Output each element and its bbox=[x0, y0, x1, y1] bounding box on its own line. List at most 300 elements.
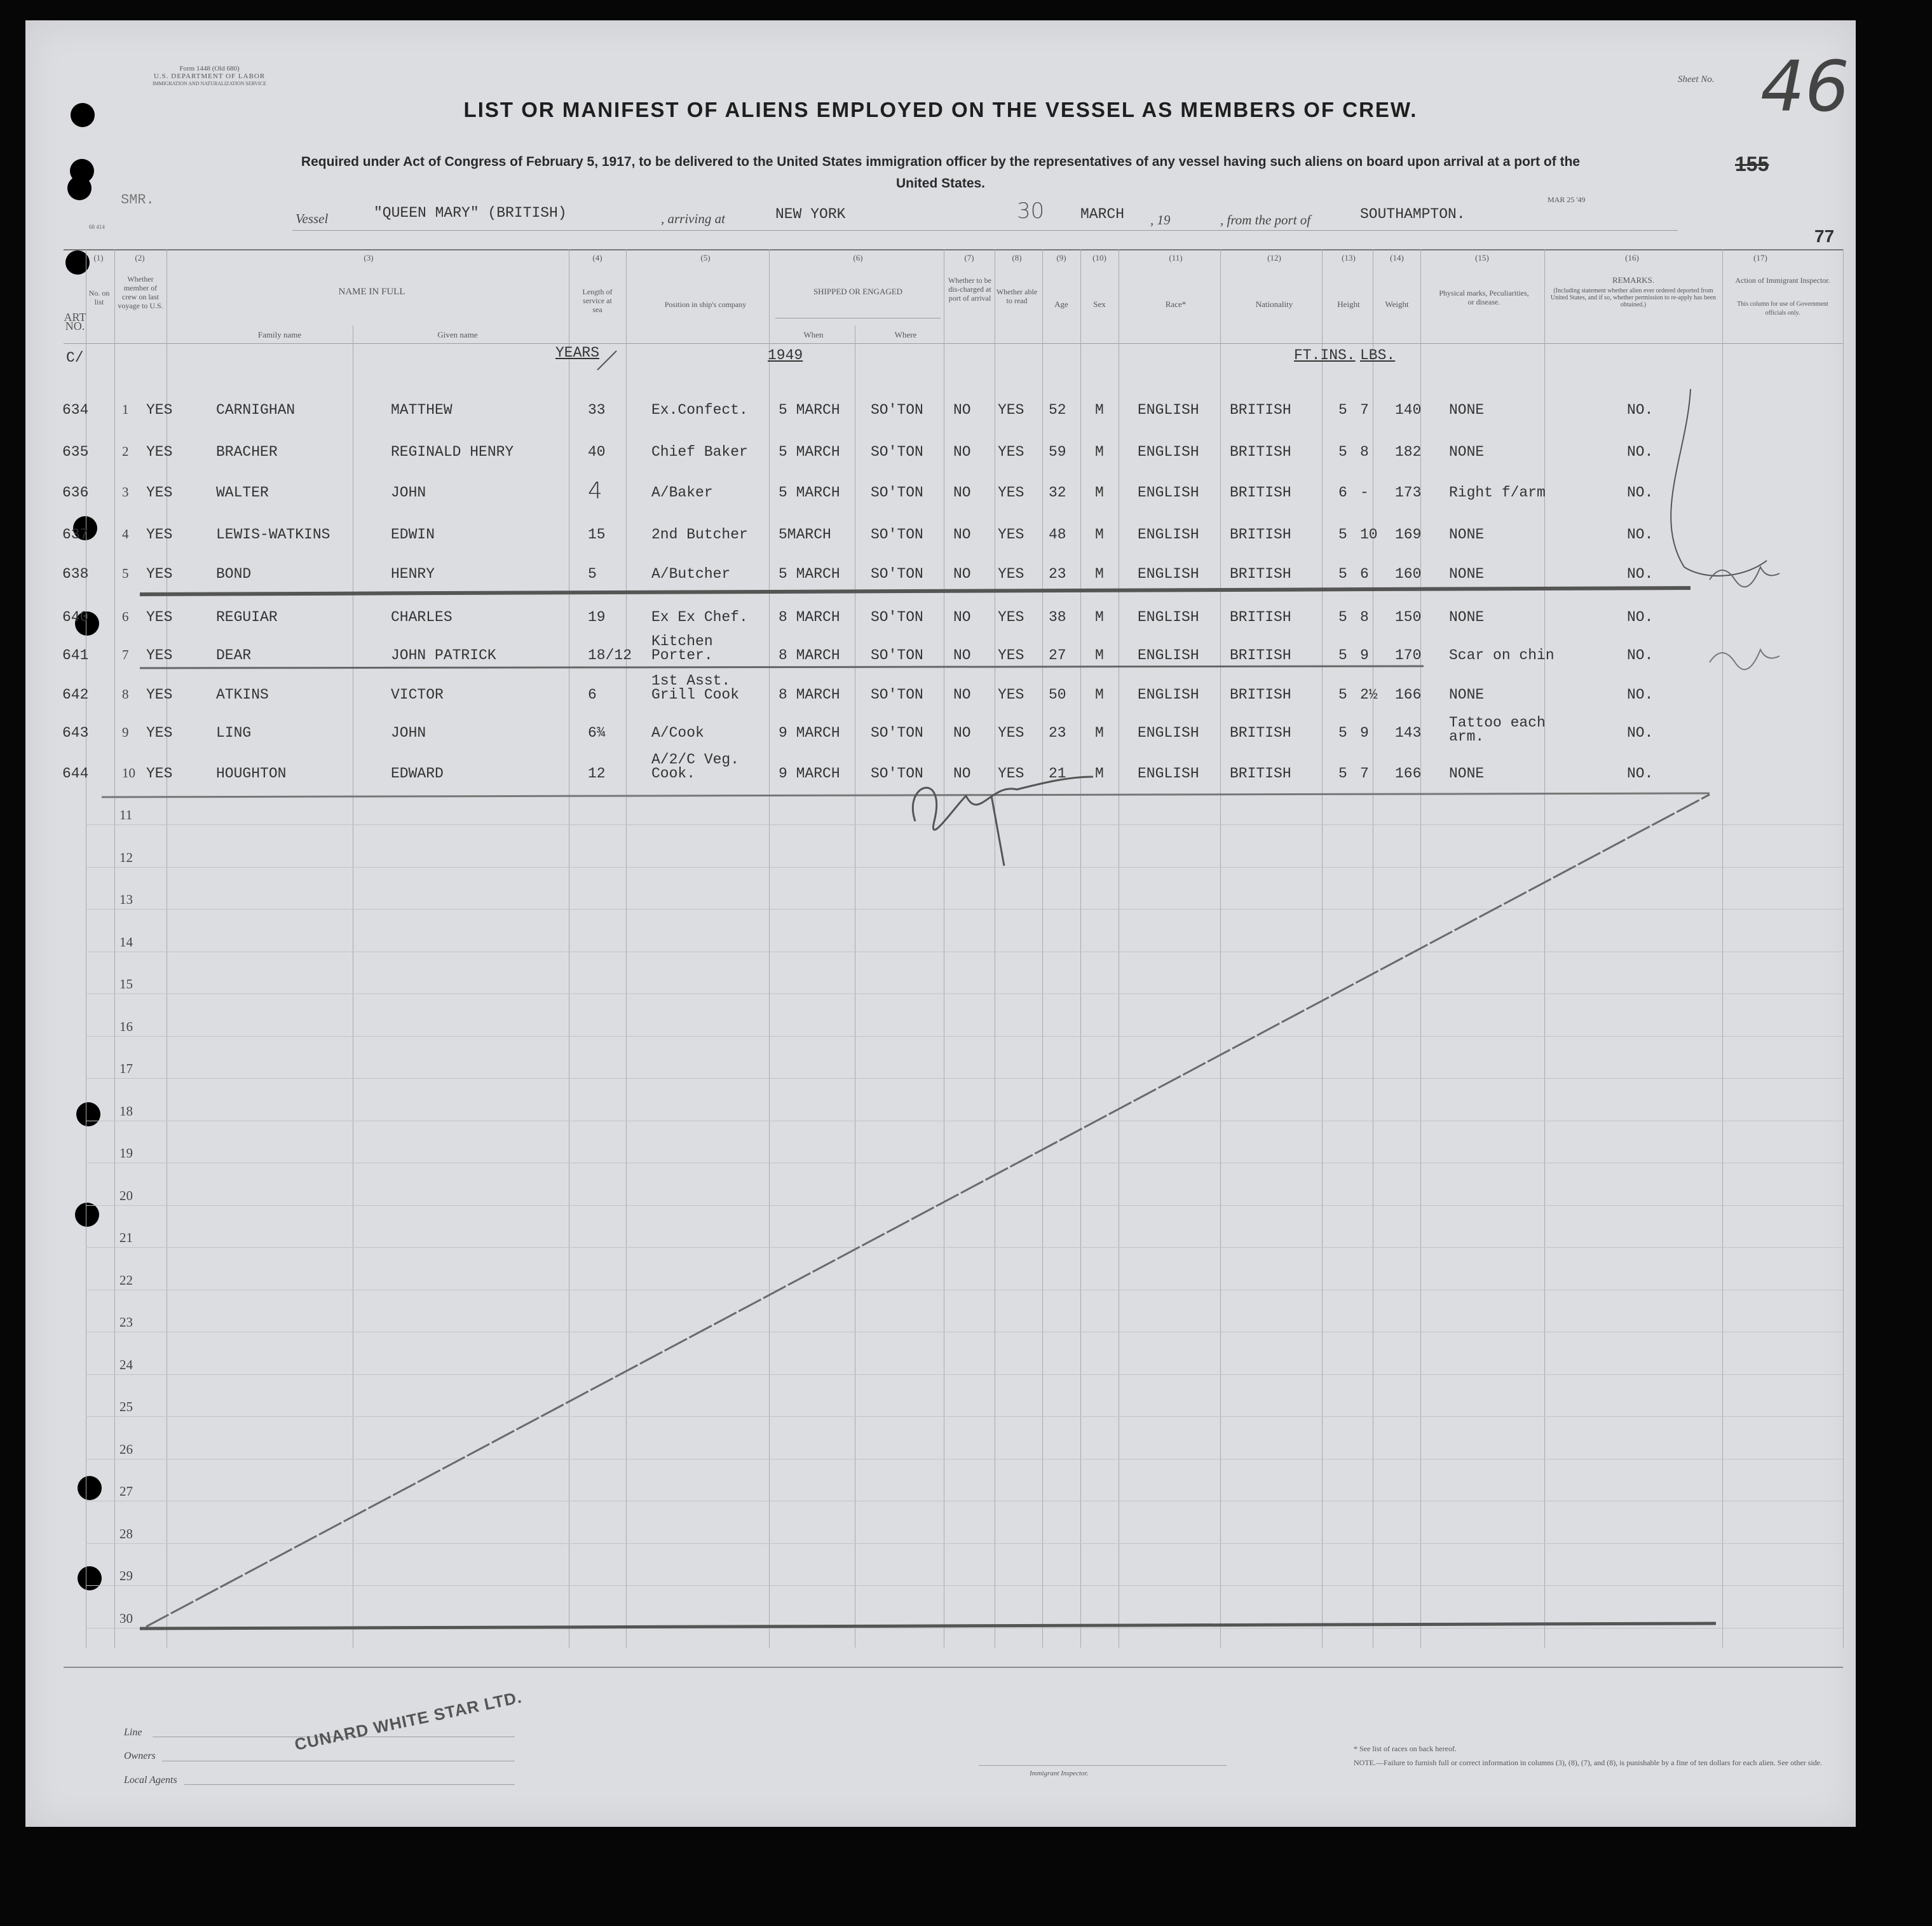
position-header: Position in ship's company bbox=[664, 300, 747, 309]
shipped-when-cell: 8 MARCH bbox=[779, 647, 840, 664]
family-name-header: Family name bbox=[257, 330, 302, 339]
race-cell: ENGLISH bbox=[1138, 484, 1199, 501]
member-flag-cell: YES bbox=[146, 484, 173, 501]
given-name-cell: REGINALD HENRY bbox=[391, 444, 514, 460]
remarks-note: (Including statement whether alien ever ordered deported from United States, and if so, whether permission to re-apply has been obtained.) bbox=[1551, 287, 1716, 308]
race-cell: ENGLISH bbox=[1138, 566, 1199, 582]
col-7-number: (7) bbox=[964, 253, 974, 263]
art-number-cell: 638 bbox=[62, 566, 89, 582]
member-flag-cell: YES bbox=[146, 566, 173, 582]
height-ins-cell: 8 bbox=[1360, 444, 1369, 460]
nationality-cell: BRITISH bbox=[1230, 647, 1291, 664]
departure-port: SOUTHAMPTON. bbox=[1360, 206, 1466, 222]
name-in-full-header: NAME IN FULL bbox=[338, 287, 405, 297]
age-cell: 59 bbox=[1049, 444, 1066, 460]
agents-label: Local Agents bbox=[124, 1775, 177, 1786]
member-flag-cell: YES bbox=[146, 765, 173, 782]
physical-marks-cell: NONE bbox=[1449, 686, 1485, 703]
form-number: Form 1448 (Old 680) bbox=[179, 65, 240, 72]
ftins-unit: FT.INS. bbox=[1294, 347, 1356, 364]
arrival-port: NEW YORK bbox=[775, 206, 846, 222]
remarks-cell: NO. bbox=[1627, 725, 1654, 741]
arrival-day: 30 bbox=[1017, 198, 1045, 224]
col-17-number: (17) bbox=[1753, 253, 1767, 263]
age-cell: 23 bbox=[1049, 566, 1066, 582]
weight-cell: 166 bbox=[1395, 765, 1422, 782]
race-header: Race* bbox=[1165, 299, 1187, 309]
year-label: , 19 bbox=[1150, 212, 1171, 228]
able-to-read-header: Whether able to read bbox=[996, 287, 1038, 305]
discharged-header: Whether to be dis-charged at port of arrival bbox=[948, 276, 991, 303]
height-ft-cell: 5 bbox=[1338, 566, 1347, 582]
able-to-read-cell: YES bbox=[998, 402, 1024, 418]
sex-cell: M bbox=[1095, 765, 1104, 782]
remarks-cell: NO. bbox=[1627, 566, 1654, 582]
lbs-unit: LBS. bbox=[1360, 347, 1396, 364]
height-ins-cell: 10 bbox=[1360, 526, 1378, 543]
art-number-cell: 641 bbox=[62, 647, 89, 664]
from-label: , from the port of bbox=[1220, 212, 1311, 228]
sex-cell: M bbox=[1095, 526, 1104, 543]
race-cell: ENGLISH bbox=[1138, 609, 1199, 625]
nationality-header: Nationality bbox=[1255, 299, 1293, 309]
member-flag-cell: YES bbox=[146, 647, 173, 664]
physical-marks-cell: NONE bbox=[1449, 566, 1485, 582]
nationality-cell: BRITISH bbox=[1230, 566, 1291, 582]
able-to-read-cell: YES bbox=[998, 647, 1024, 664]
member-flag-cell: YES bbox=[146, 444, 173, 460]
sex-cell: M bbox=[1095, 725, 1104, 741]
given-name-cell: CHARLES bbox=[391, 609, 452, 625]
owners-label: Owners bbox=[124, 1751, 156, 1761]
sheet-label: Sheet No. bbox=[1678, 74, 1715, 85]
sex-cell: M bbox=[1095, 484, 1104, 501]
height-ins-cell: 9 bbox=[1360, 647, 1369, 664]
member-flag-cell: YES bbox=[146, 526, 173, 543]
physical-marks-cell: Right f/arm bbox=[1449, 484, 1546, 501]
art-number-cell: 644 bbox=[62, 765, 89, 782]
given-name-cell: JOHN PATRICK bbox=[391, 647, 496, 664]
member-header: Whether member of crew on last voyage to U.S. bbox=[118, 275, 163, 310]
shipped-when-cell: 5 MARCH bbox=[779, 402, 840, 418]
age-cell: 48 bbox=[1049, 526, 1066, 543]
weight-cell: 166 bbox=[1395, 686, 1422, 703]
action-note: This column for use of Government officials only. bbox=[1737, 301, 1828, 317]
height-ft-cell: 6 bbox=[1338, 484, 1347, 501]
list-number-cell: 10 bbox=[122, 765, 135, 781]
discharged-cell: NO bbox=[953, 609, 971, 625]
able-to-read-cell: YES bbox=[998, 765, 1024, 782]
list-number-cell: 3 bbox=[122, 484, 129, 500]
age-cell: 27 bbox=[1049, 647, 1066, 664]
where-header: Where bbox=[894, 330, 917, 339]
race-cell: ENGLISH bbox=[1138, 444, 1199, 460]
family-name-cell: WALTER bbox=[216, 484, 269, 501]
nationality-cell: BRITISH bbox=[1230, 686, 1291, 703]
position-cell: A/Baker bbox=[651, 484, 713, 501]
discharged-cell: NO bbox=[953, 686, 971, 703]
physical-marks-cell: NONE bbox=[1449, 526, 1485, 543]
remarks-cell: NO. bbox=[1627, 686, 1654, 703]
list-number-cell: 5 bbox=[122, 566, 129, 581]
art-no-header: ART NO. bbox=[64, 311, 86, 332]
shipped-where-cell: SO'TON bbox=[871, 647, 923, 664]
family-name-cell: BRACHER bbox=[216, 444, 278, 460]
shipped-where-cell: SO'TON bbox=[871, 686, 923, 703]
remarks-cell: NO. bbox=[1627, 444, 1654, 460]
height-ins-cell: 8 bbox=[1360, 609, 1369, 625]
service-years-cell: 6¾ bbox=[588, 725, 606, 741]
col-3-number: (3) bbox=[364, 253, 374, 263]
shipped-where-cell: SO'TON bbox=[871, 526, 923, 543]
height-ins-cell: - bbox=[1360, 484, 1369, 501]
shipped-when-cell: 5 MARCH bbox=[779, 444, 840, 460]
years-unit: YEARS bbox=[555, 345, 600, 361]
art-number-cell: 640 bbox=[62, 609, 89, 625]
physical-marks-cell: Tattoo each arm. bbox=[1449, 714, 1546, 745]
page-subtitle: Required under Act of Congress of February 5, 1917, to be delivered to the United States immigration officer by the representatives of any vessel having such aliens on board upon arrival at a port of the United States. bbox=[301, 154, 1581, 191]
age-cell: 23 bbox=[1049, 725, 1066, 741]
service-years-cell: 12 bbox=[588, 765, 606, 782]
member-flag-cell: YES bbox=[146, 402, 173, 418]
height-ft-cell: 5 bbox=[1338, 725, 1347, 741]
height-ins-cell: 7 bbox=[1360, 765, 1369, 782]
empty-row-number: 19 bbox=[119, 1145, 133, 1161]
empty-row-number: 24 bbox=[119, 1356, 133, 1372]
sheet-number: 46 bbox=[1760, 46, 1849, 127]
shipped-where-cell: SO'TON bbox=[871, 765, 923, 782]
nationality-cell: BRITISH bbox=[1230, 526, 1291, 543]
corner-number: 77 bbox=[1814, 226, 1835, 246]
age-cell: 32 bbox=[1049, 484, 1066, 501]
given-name-cell: JOHN bbox=[391, 484, 426, 501]
physical-marks-cell: Scar on chin bbox=[1449, 647, 1554, 664]
remarks-cell: NO. bbox=[1627, 647, 1654, 664]
position-cell: 1st Asst. Grill Cook bbox=[651, 673, 740, 703]
col-2-number: (2) bbox=[135, 253, 145, 263]
list-number-cell: 4 bbox=[122, 526, 129, 542]
given-name-cell: JOHN bbox=[391, 725, 426, 741]
sex-cell: M bbox=[1095, 566, 1104, 582]
shipped-header: SHIPPED OR ENGAGED bbox=[813, 287, 903, 296]
height-ft-cell: 5 bbox=[1338, 444, 1347, 460]
empty-row-number: 27 bbox=[119, 1484, 133, 1499]
col-8-number: (8) bbox=[1012, 253, 1022, 263]
service-years-cell: 33 bbox=[588, 402, 606, 418]
footer-rule bbox=[64, 1667, 1843, 1668]
service-years-cell: 40 bbox=[588, 444, 606, 460]
shipped-where-cell: SO'TON bbox=[871, 725, 923, 741]
nationality-cell: BRITISH bbox=[1230, 484, 1291, 501]
family-name-cell: REGUIAR bbox=[216, 609, 278, 625]
position-cell: Kitchen Porter. bbox=[651, 633, 713, 664]
discharged-cell: NO bbox=[953, 484, 971, 501]
empty-row-number: 29 bbox=[119, 1568, 133, 1583]
col-10-number: (10) bbox=[1092, 253, 1106, 263]
position-cell: Chief Baker bbox=[651, 444, 748, 460]
weight-cell: 140 bbox=[1395, 402, 1422, 418]
remarks-cell: NO. bbox=[1627, 402, 1654, 418]
service-years-cell: 19 bbox=[588, 609, 606, 625]
race-cell: ENGLISH bbox=[1138, 402, 1199, 418]
height-ins-cell: 7 bbox=[1360, 402, 1369, 418]
age-cell: 52 bbox=[1049, 402, 1066, 418]
year-unit: 1949 bbox=[768, 347, 803, 364]
empty-row-number: 20 bbox=[119, 1187, 133, 1203]
empty-row-number: 14 bbox=[119, 934, 133, 950]
shipped-when-cell: 9 MARCH bbox=[779, 725, 840, 741]
given-name-header: Given name bbox=[437, 330, 478, 339]
family-name-cell: HOUGHTON bbox=[216, 765, 287, 782]
shipped-when-cell: 5 MARCH bbox=[779, 484, 840, 501]
discharged-cell: NO bbox=[953, 526, 971, 543]
col-5-number: (5) bbox=[700, 253, 711, 263]
shipped-when-cell: 8 MARCH bbox=[779, 686, 840, 703]
list-number-cell: 2 bbox=[122, 444, 129, 459]
race-cell: ENGLISH bbox=[1138, 725, 1199, 741]
position-cell: A/Butcher bbox=[651, 566, 731, 582]
discharged-cell: NO bbox=[953, 402, 971, 418]
col-14-number: (14) bbox=[1390, 253, 1404, 263]
physical-marks-cell: NONE bbox=[1449, 444, 1485, 460]
shipped-where-cell: SO'TON bbox=[871, 566, 923, 582]
able-to-read-cell: YES bbox=[998, 484, 1024, 501]
age-cell: 50 bbox=[1049, 686, 1066, 703]
no-on-list-header: No. on list bbox=[88, 289, 110, 306]
shipped-when-cell: 9 MARCH bbox=[779, 765, 840, 782]
col-11-number: (11) bbox=[1169, 253, 1183, 263]
height-ins-cell: 6 bbox=[1360, 566, 1369, 582]
remarks-cell: NO. bbox=[1627, 609, 1654, 625]
able-to-read-cell: YES bbox=[998, 444, 1024, 460]
position-cell: A/Cook bbox=[651, 725, 704, 741]
inspector-label: Immigrant Inspector. bbox=[1030, 1770, 1089, 1777]
height-ins-cell: 9 bbox=[1360, 725, 1369, 741]
weight-cell: 173 bbox=[1395, 484, 1422, 501]
service-years-cell: 18/12 bbox=[588, 647, 632, 664]
list-number-cell: 8 bbox=[122, 686, 129, 702]
service-years-cell: 6 bbox=[588, 686, 597, 703]
action-header: Action of Immigrant Inspector. bbox=[1735, 276, 1830, 285]
art-number-cell: 634 bbox=[62, 402, 89, 418]
shipped-where-cell: SO'TON bbox=[871, 609, 923, 625]
weight-cell: 169 bbox=[1395, 526, 1422, 543]
age-cell: 21 bbox=[1049, 765, 1066, 782]
code-small: 68 414 bbox=[89, 224, 105, 230]
member-flag-cell: YES bbox=[146, 686, 173, 703]
sex-cell: M bbox=[1095, 444, 1104, 460]
physical-marks-header: Physical marks, Peculiarities, or disease. bbox=[1439, 289, 1529, 306]
initials-mark bbox=[1710, 567, 1779, 587]
race-cell: ENGLISH bbox=[1138, 647, 1199, 664]
member-flag-cell: YES bbox=[146, 725, 173, 741]
service-length-header: Length of service at sea bbox=[582, 287, 613, 314]
able-to-read-cell: YES bbox=[998, 609, 1024, 625]
height-ft-cell: 5 bbox=[1338, 609, 1347, 625]
given-name-cell: HENRY bbox=[391, 566, 435, 582]
inspector-signature bbox=[913, 777, 1093, 866]
col-15-number: (15) bbox=[1475, 253, 1489, 263]
art-number-cell: 635 bbox=[62, 444, 89, 460]
art-number-cell: 636 bbox=[62, 484, 89, 501]
able-to-read-cell: YES bbox=[998, 566, 1024, 582]
shipped-when-cell: 5MARCH bbox=[779, 526, 831, 543]
discharged-cell: NO bbox=[953, 647, 971, 664]
row-11-line bbox=[102, 793, 1710, 797]
height-ft-cell: 5 bbox=[1338, 647, 1347, 664]
empty-row-number: 17 bbox=[119, 1061, 133, 1076]
discharged-cell: NO bbox=[953, 765, 971, 782]
height-header: Height bbox=[1337, 299, 1360, 309]
empty-row-number: 22 bbox=[119, 1272, 133, 1288]
race-cell: ENGLISH bbox=[1138, 526, 1199, 543]
nationality-cell: BRITISH bbox=[1230, 402, 1291, 418]
family-name-cell: BOND bbox=[216, 566, 252, 582]
given-name-cell: MATTHEW bbox=[391, 402, 452, 418]
nationality-cell: BRITISH bbox=[1230, 725, 1291, 741]
empty-row-number: 25 bbox=[119, 1399, 133, 1414]
shipped-where-cell: SO'TON bbox=[871, 484, 923, 501]
nationality-cell: BRITISH bbox=[1230, 609, 1291, 625]
race-footnote: * See list of races on back hereof. bbox=[1354, 1744, 1457, 1753]
weight-cell: 143 bbox=[1395, 725, 1422, 741]
nationality-cell: BRITISH bbox=[1230, 765, 1291, 782]
art-prefix: C/ bbox=[66, 350, 84, 366]
service-years-cell: 4 bbox=[588, 478, 602, 504]
vessel-name: "QUEEN MARY" (BRITISH) bbox=[374, 205, 567, 221]
sex-cell: M bbox=[1095, 402, 1104, 418]
arriving-label: , arriving at bbox=[661, 211, 725, 226]
service-years-cell: 5 bbox=[588, 566, 597, 582]
empty-row-number: 21 bbox=[119, 1230, 133, 1245]
able-to-read-cell: YES bbox=[998, 526, 1024, 543]
empty-row-number: 28 bbox=[119, 1526, 133, 1541]
empty-row-number: 18 bbox=[119, 1103, 133, 1119]
department: U.S. DEPARTMENT OF LABOR bbox=[153, 72, 266, 80]
col-4-number: (4) bbox=[592, 253, 602, 263]
height-ft-cell: 5 bbox=[1338, 526, 1347, 543]
given-name-cell: EDWARD bbox=[391, 765, 444, 782]
nationality-cell: BRITISH bbox=[1230, 444, 1291, 460]
given-name-cell: VICTOR bbox=[391, 686, 444, 703]
physical-marks-cell: NONE bbox=[1449, 402, 1485, 418]
weight-cell: 150 bbox=[1395, 609, 1422, 625]
art-number-cell: 643 bbox=[62, 725, 89, 741]
position-cell: A/2/C Veg. Cook. bbox=[651, 751, 740, 782]
pencil-marks bbox=[25, 20, 1856, 1827]
family-name-cell: LING bbox=[216, 725, 252, 741]
empty-row-number: 12 bbox=[119, 849, 133, 865]
height-ft-cell: 5 bbox=[1338, 765, 1347, 782]
able-to-read-cell: YES bbox=[998, 725, 1024, 741]
col-16-number: (16) bbox=[1625, 253, 1639, 263]
code-left: SMR. bbox=[121, 192, 154, 208]
empty-row-number: 15 bbox=[119, 976, 133, 992]
empty-row-number: 13 bbox=[119, 892, 133, 907]
family-name-cell: LEWIS-WATKINS bbox=[216, 526, 330, 543]
col-1-number: (1) bbox=[93, 253, 104, 263]
art-number-cell: 637 bbox=[62, 526, 89, 543]
empty-row-number: 30 bbox=[119, 1610, 133, 1626]
col-12-number: (12) bbox=[1267, 253, 1281, 263]
row-8-strikethrough bbox=[140, 666, 1424, 668]
physical-marks-cell: NONE bbox=[1449, 609, 1485, 625]
agents-rule bbox=[184, 1784, 515, 1785]
service-years-cell: 15 bbox=[588, 526, 606, 543]
empty-row-number: 11 bbox=[119, 807, 133, 823]
shipped-when-cell: 8 MARCH bbox=[779, 609, 840, 625]
height-ins-cell: 2½ bbox=[1360, 686, 1378, 703]
member-flag-cell: YES bbox=[146, 609, 173, 625]
shipped-when-cell: 5 MARCH bbox=[779, 566, 840, 582]
empty-row-number: 16 bbox=[119, 1018, 133, 1034]
weight-cell: 170 bbox=[1395, 647, 1422, 664]
initials-mark bbox=[1710, 650, 1779, 669]
sex-cell: M bbox=[1095, 647, 1104, 664]
sex-cell: M bbox=[1095, 609, 1104, 625]
list-number-cell: 7 bbox=[122, 647, 129, 662]
position-cell: Ex.Confect. bbox=[651, 402, 748, 418]
when-header: When bbox=[803, 330, 824, 339]
remarks-cell: NO. bbox=[1627, 765, 1654, 782]
penalty-note: NOTE.—Failure to furnish full or correct information in columns (3), (8), (7), and (8), is punishable by a fine of ten dollars for each alien. See other side. bbox=[1354, 1758, 1823, 1767]
weight-header: Weight bbox=[1385, 299, 1409, 309]
art-number-cell: 642 bbox=[62, 686, 89, 703]
shipped-where-cell: SO'TON bbox=[871, 444, 923, 460]
height-ft-cell: 5 bbox=[1338, 402, 1347, 418]
family-name-cell: CARNIGHAN bbox=[216, 402, 296, 418]
physical-marks-cell: NONE bbox=[1449, 765, 1485, 782]
sex-cell: M bbox=[1095, 686, 1104, 703]
shipped-where-cell: SO'TON bbox=[871, 402, 923, 418]
sex-header: Sex bbox=[1093, 299, 1106, 309]
empty-row-number: 26 bbox=[119, 1441, 133, 1457]
check-mark bbox=[597, 351, 616, 370]
discharged-cell: NO bbox=[953, 444, 971, 460]
family-name-cell: DEAR bbox=[216, 647, 252, 664]
age-header: Age bbox=[1054, 299, 1068, 309]
remarks-cell: NO. bbox=[1627, 526, 1654, 543]
height-ft-cell: 5 bbox=[1338, 686, 1347, 703]
list-number-cell: 6 bbox=[122, 609, 129, 624]
empty-row-number: 23 bbox=[119, 1315, 133, 1330]
weight-cell: 182 bbox=[1395, 444, 1422, 460]
family-name-cell: ATKINS bbox=[216, 686, 269, 703]
given-name-cell: EDWIN bbox=[391, 526, 435, 543]
vessel-label: Vessel bbox=[296, 211, 329, 226]
discharged-cell: NO bbox=[953, 725, 971, 741]
received-stamp: MAR 25 '49 bbox=[1548, 195, 1586, 204]
line-label: Line bbox=[124, 1727, 142, 1738]
row-6-strikethrough bbox=[140, 588, 1690, 594]
discharged-cell: NO bbox=[953, 566, 971, 582]
handwritten-bracket bbox=[1671, 389, 1767, 576]
position-cell: Ex Ex Chef. bbox=[651, 609, 748, 625]
race-cell: ENGLISH bbox=[1138, 765, 1199, 782]
race-cell: ENGLISH bbox=[1138, 686, 1199, 703]
manifest-sheet bbox=[25, 20, 1856, 1827]
service: IMMIGRATION AND NATURALIZATION SERVICE bbox=[153, 81, 267, 86]
row-30-line bbox=[140, 1623, 1716, 1629]
able-to-read-cell: YES bbox=[998, 686, 1024, 703]
position-cell: 2nd Butcher bbox=[651, 526, 748, 543]
col-6-number: (6) bbox=[853, 253, 863, 263]
remarks-header: REMARKS. bbox=[1612, 275, 1655, 285]
arrival-month: MARCH bbox=[1080, 206, 1125, 222]
age-cell: 38 bbox=[1049, 609, 1066, 625]
list-number-cell: 1 bbox=[122, 402, 129, 417]
cancel-diagonal bbox=[146, 795, 1710, 1627]
